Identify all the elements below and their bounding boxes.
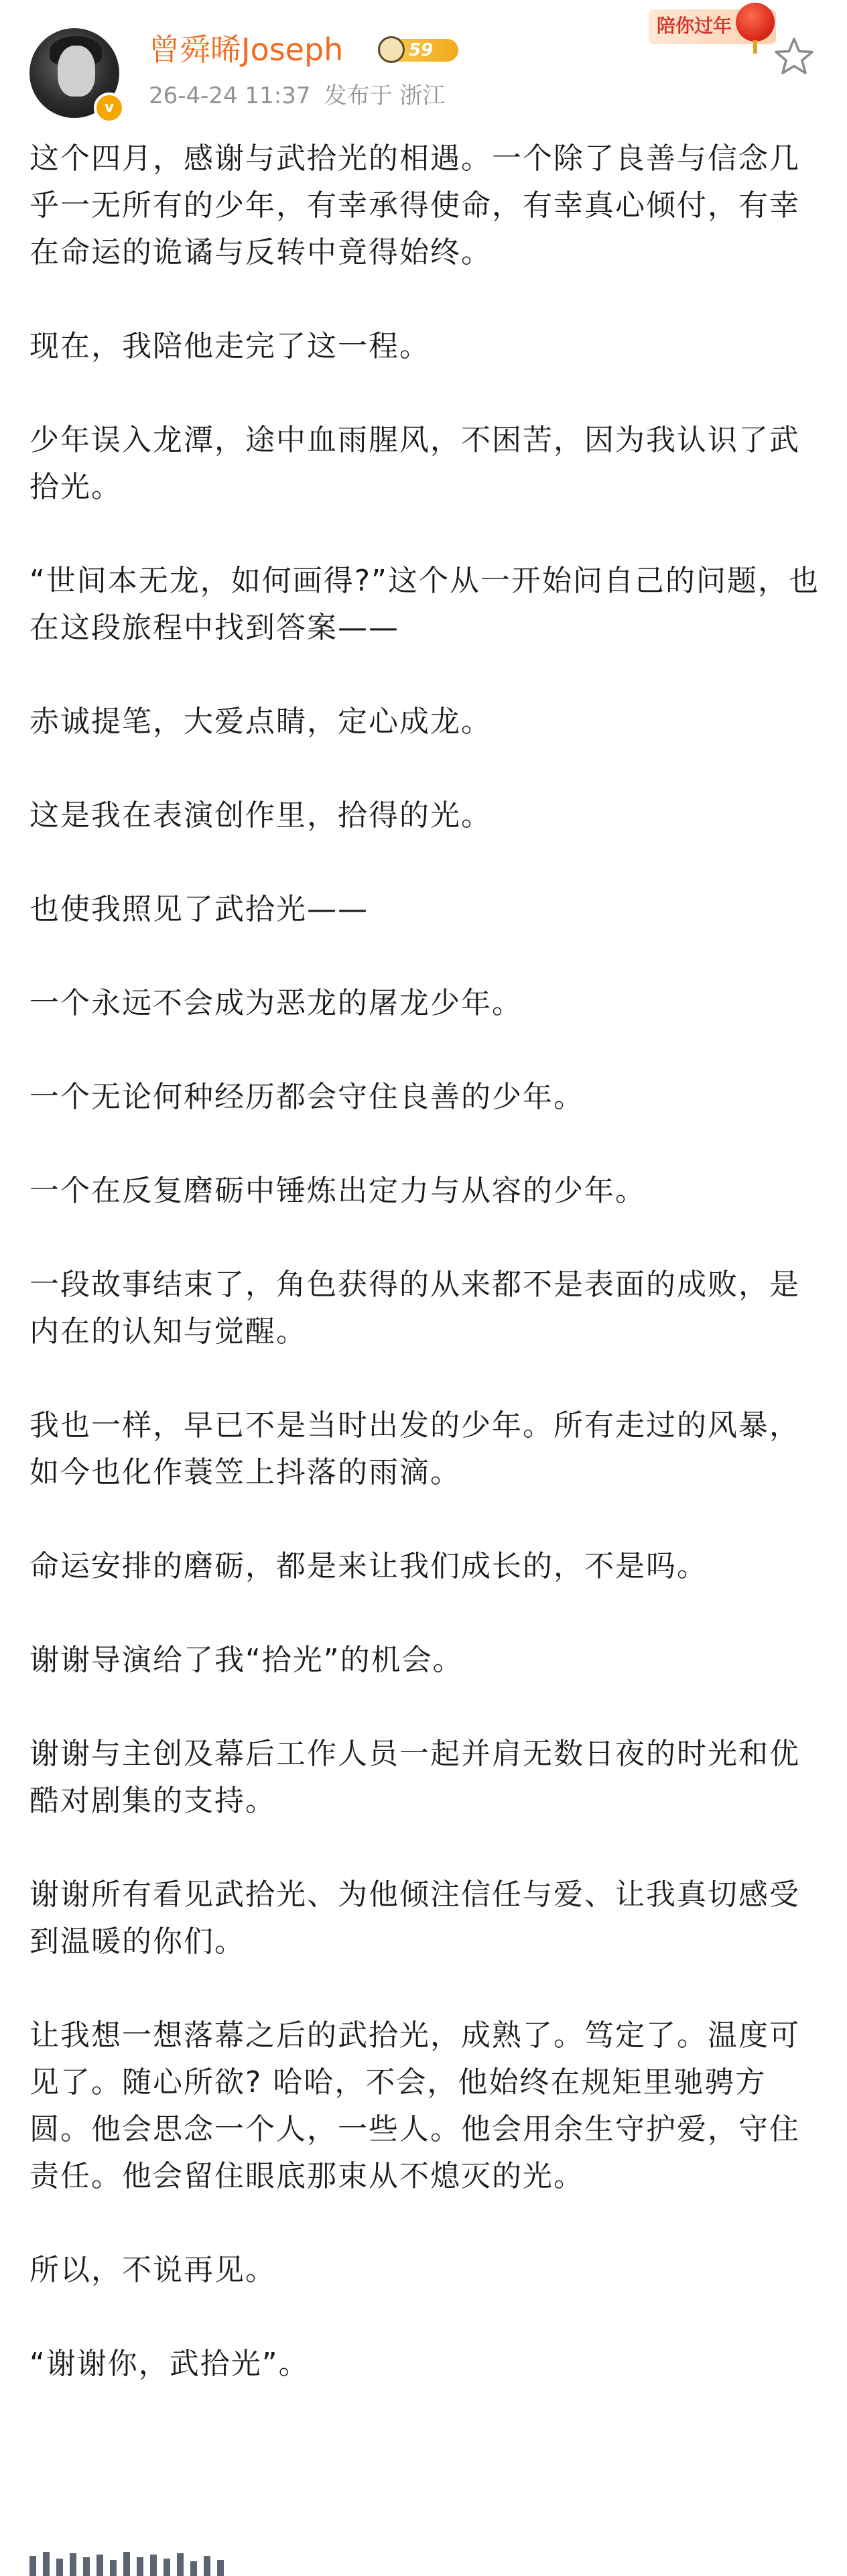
post-timestamp[interactable]: 26-4-24 11:37 — [149, 82, 311, 109]
image-strip-bar — [150, 2555, 157, 2576]
post-header — [0, 0, 847, 127]
image-preview-strip[interactable] — [29, 2551, 244, 2576]
post-paragraph: 谢谢导演给了我“拾光”的机会。 — [29, 1643, 464, 1677]
level-number: 59 — [409, 40, 434, 60]
star-outline-icon[interactable] — [772, 35, 816, 79]
image-strip-bar — [164, 2559, 170, 2576]
post-paragraph: 一个无论何种经历都会守住良善的少年。 — [29, 1080, 584, 1114]
festival-badge-label: 陪你过年 — [657, 15, 732, 37]
lantern-tassel — [753, 40, 757, 54]
post-paragraph: 所以，不说再见。 — [29, 2253, 276, 2287]
level-badge-ring — [378, 36, 405, 63]
lantern-icon — [736, 3, 775, 42]
image-strip-bar — [217, 2560, 224, 2576]
post-meta — [149, 79, 458, 113]
level-badge-icon[interactable] — [378, 35, 478, 64]
image-strip-bar — [177, 2553, 184, 2576]
post-paragraph: 这是我在表演创作里，拾得的光。 — [29, 798, 492, 833]
post-paragraph: “世间本无龙，如何画得?”这个从一开始问自己的问题，也在这段旅程中找到答案—— — [29, 564, 820, 645]
post-paragraph: 让我想一想落幕之后的武拾光，成熟了。笃定了。温度可见了。随心所欲? 哈哈，不会，他始终在规矩里驰骋方圆。他会思念一个人，一些人。他会用余生守护爱，守住责任。他会留住眼底那束从不熄灭的光。 — [29, 2018, 800, 2193]
festival-badge[interactable] — [649, 0, 783, 55]
image-strip-bar — [56, 2559, 63, 2576]
post-paragraph: 这个四月，感谢与武拾光的相遇。一个除了良善与信念几乎一无所有的少年，有幸承得使命，有幸真心倾付，有幸在命运的诡谲与反转中竟得始终。 — [29, 141, 800, 269]
post-paragraph: 少年误入龙潭，途中血雨腥风，不困苦，因为我认识了武拾光。 — [29, 423, 800, 504]
image-strip-bar — [110, 2560, 117, 2576]
post-paragraph: 我也一样，早已不是当时出发的少年。所有走过的风暴，如今也化作蓑笠上抖落的雨滴。 — [29, 1408, 800, 1489]
image-strip-bar — [83, 2557, 90, 2576]
image-strip-bar — [123, 2552, 130, 2576]
post-paragraph: 谢谢与主创及幕后工作人员一起并肩无数日夜的时光和优酷对剧集的支持。 — [29, 1737, 800, 1818]
image-strip-bar — [29, 2556, 36, 2576]
post-paragraph: 也使我照见了武拾光—— — [29, 892, 369, 926]
username-link[interactable]: 曾舜晞Joseph — [149, 32, 344, 68]
image-strip-bar — [96, 2555, 103, 2576]
verified-badge-icon: v — [94, 93, 125, 123]
post-paragraph: 一个永远不会成为恶龙的屠龙少年。 — [29, 986, 523, 1020]
post-paragraph: “谢谢你，武拾光”。 — [29, 2347, 310, 2381]
avatar-face — [58, 46, 95, 97]
image-strip-bar — [204, 2556, 210, 2576]
image-strip-bar — [70, 2553, 76, 2576]
image-strip-bar — [43, 2552, 50, 2576]
image-strip-bar — [137, 2557, 143, 2576]
post-paragraph: 赤诚提笔，大爱点睛，定心成龙。 — [29, 704, 492, 739]
post-paragraph: 命运安排的磨砺，都是来让我们成长的，不是吗。 — [29, 1549, 708, 1583]
post-location: 发布于 浙江 — [324, 82, 446, 109]
post-paragraph: 谢谢所有看见武拾光、为他倾注信任与爱、让我真切感受到温暖的你们。 — [29, 1878, 800, 1959]
post-body — [29, 135, 820, 2435]
post-paragraph: 现在，我陪他走完了这一程。 — [29, 329, 430, 363]
post-paragraph: 一段故事结束了，角色获得的从来都不是表面的成败，是内在的认知与觉醒。 — [29, 1268, 800, 1349]
image-strip-bar — [190, 2561, 197, 2576]
post-paragraph: 一个在反复磨砺中锤炼出定力与从容的少年。 — [29, 1174, 646, 1208]
